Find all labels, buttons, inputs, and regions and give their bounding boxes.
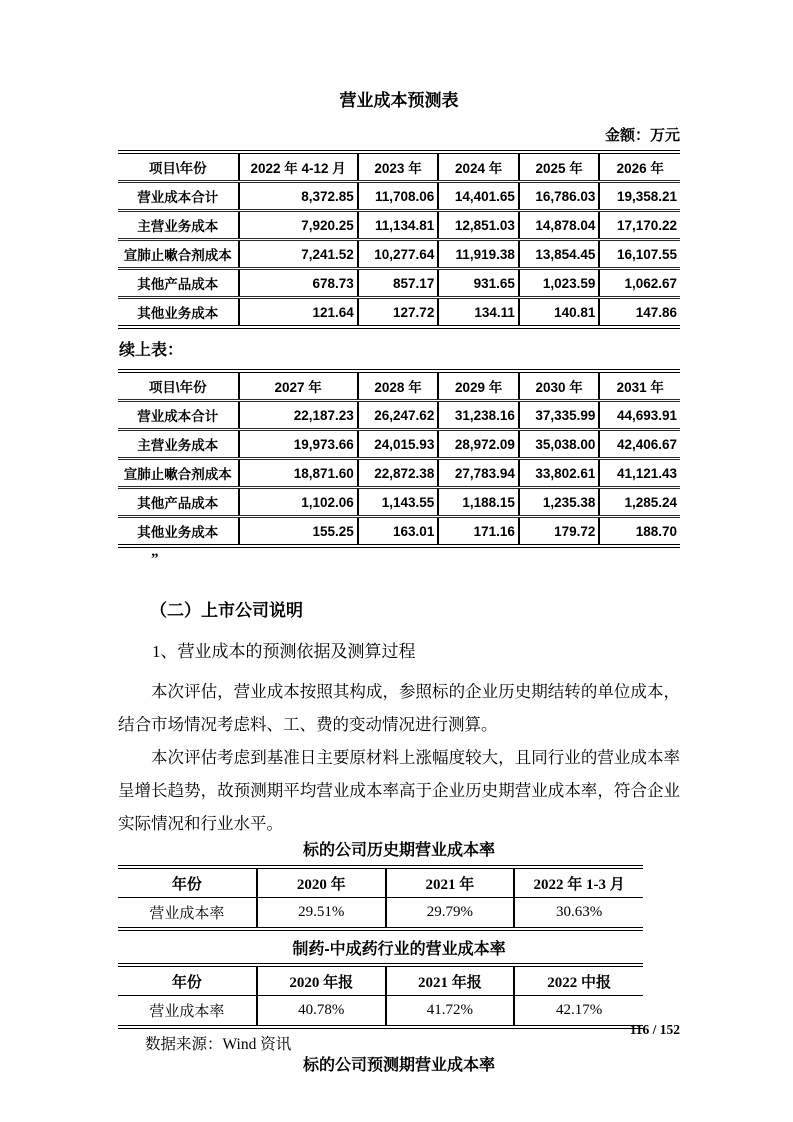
cell-value: 163.01 (358, 517, 439, 547)
row-label: 其他业务成本 (137, 525, 219, 540)
cell-value: 134.11 (438, 298, 519, 328)
cell-value: 1,023.59 (519, 269, 600, 298)
cell-value: 8,372.85 (239, 182, 358, 211)
cell-value: 14,401.65 (438, 182, 519, 211)
cell-value: 10,277.64 (358, 240, 439, 269)
table-row (118, 898, 643, 930)
cell-value: 7,920.25 (239, 211, 358, 240)
column-header: 2022 年 1-3 月 (514, 867, 643, 898)
cell-value: 42.17% (514, 996, 643, 1028)
cell-value: 19,358.21 (599, 182, 680, 211)
column-header: 2024 年 (438, 152, 519, 182)
cell-value: 857.17 (358, 269, 439, 298)
column-header: 2022 中报 (514, 965, 643, 996)
cell-value: 29.79% (386, 898, 515, 930)
closing-quote-mark: ” (151, 551, 159, 567)
cell-value: 19,973.66 (239, 430, 358, 459)
cell-value: 24,015.93 (358, 430, 439, 459)
column-header: 2026 年 (599, 152, 680, 182)
table-row (118, 430, 680, 459)
cell-value: 44,693.91 (599, 401, 680, 430)
cell-value: 188.70 (599, 517, 680, 547)
column-header: 2021 年报 (386, 965, 515, 996)
column-header: 2029 年 (438, 371, 519, 401)
cell-value: 12,851.03 (438, 211, 519, 240)
table-row (118, 488, 680, 517)
header-row (118, 371, 680, 401)
cell-value: 31,238.16 (438, 401, 519, 430)
column-header: 2021 年 (386, 867, 515, 898)
table-row (118, 211, 680, 240)
cell-value: 171.16 (438, 517, 519, 547)
table-row (118, 240, 680, 269)
column-header: 项目\年份 (148, 380, 207, 395)
cell-value: 18,871.60 (239, 459, 358, 488)
cell-value: 678.73 (239, 269, 358, 298)
cost-forecast-table-2 (118, 369, 680, 548)
cell-value: 1,188.15 (438, 488, 519, 517)
header-row (118, 867, 643, 898)
cell-value: 121.64 (239, 298, 358, 328)
table-row (118, 269, 680, 298)
cell-value: 1,143.55 (358, 488, 439, 517)
unit-note: 金额：万元 (604, 128, 680, 144)
row-label: 其他产品成本 (137, 496, 219, 511)
column-header: 2025 年 (519, 152, 600, 182)
column-header: 年份 (171, 974, 202, 991)
page-number: 116 / 152 (629, 1022, 680, 1037)
cell-value: 155.25 (239, 517, 358, 547)
row-label: 其他业务成本 (137, 306, 219, 321)
cell-value: 41,121.43 (599, 459, 680, 488)
table-row (118, 298, 680, 328)
cell-value: 1,285.24 (599, 488, 680, 517)
row-label: 营业成本率 (149, 906, 225, 922)
cell-value: 30.63% (514, 898, 643, 930)
column-header: 2023 年 (358, 152, 439, 182)
row-label: 营业成本率 (149, 1004, 225, 1020)
row-label: 其他产品成本 (137, 277, 219, 292)
cell-value: 29.51% (257, 898, 386, 930)
table-row (118, 401, 680, 430)
cell-value: 40.78% (257, 996, 386, 1028)
cell-value: 140.81 (519, 298, 600, 328)
cell-value: 42,406.67 (599, 430, 680, 459)
column-header: 年份 (171, 876, 202, 893)
table-row (118, 996, 643, 1028)
row-label: 宣肺止嗽合剂成本 (123, 467, 232, 482)
cell-value: 1,235.38 (519, 488, 600, 517)
cell-value: 37,335.99 (519, 401, 600, 430)
cell-value: 41.72% (386, 996, 515, 1028)
table1-title: 营业成本预测表 (339, 91, 459, 110)
paragraph-2: 本次评估考虑到基准日主要原材料上涨幅度较大，且同行业的营业成本率呈增长趋势，故预测期平均营业成本率高于企业历史期营业成本率，符合企业实际情况和行业水平。 (118, 748, 680, 833)
column-header: 2020 年 (257, 867, 386, 898)
cell-value: 14,878.04 (519, 211, 600, 240)
paragraph-1: 本次评估，营业成本按照其构成，参照标的企业历史期结转的单位成本，结合市场情况考虑料、工、费的变动情况进行测算。 (118, 682, 680, 734)
cell-value: 1,102.06 (239, 488, 358, 517)
table-row (118, 182, 680, 211)
cell-value: 13,854.45 (519, 240, 600, 269)
cell-value: 11,708.06 (358, 182, 439, 211)
cell-value: 11,134.81 (358, 211, 439, 240)
continued-table-label: 续上表： (119, 342, 184, 359)
column-header: 2031 年 (599, 371, 680, 401)
cell-value: 179.72 (519, 517, 600, 547)
row-label: 主营业务成本 (137, 219, 219, 234)
column-header: 2027 年 (239, 371, 358, 401)
cell-value: 27,783.94 (438, 459, 519, 488)
column-header: 项目\年份 (148, 161, 207, 176)
data-source-note: 数据来源：Wind 资讯 (145, 1036, 292, 1053)
cell-value: 17,170.22 (599, 211, 680, 240)
historical-rate-table-title: 标的公司历史期营业成本率 (302, 842, 495, 859)
cell-value: 16,786.03 (519, 182, 600, 211)
industry-rate-table (118, 963, 643, 1029)
cell-value: 147.86 (599, 298, 680, 328)
cell-value: 127.72 (358, 298, 439, 328)
cell-value: 33,802.61 (519, 459, 600, 488)
header-row (118, 152, 680, 182)
cell-value: 931.65 (438, 269, 519, 298)
forecast-rate-table-title: 标的公司预测期营业成本率 (302, 1057, 495, 1074)
row-label: 营业成本合计 (137, 190, 219, 205)
row-label: 宣肺止嗽合剂成本 (123, 248, 232, 263)
column-header: 2030 年 (519, 371, 600, 401)
cell-value: 7,241.52 (239, 240, 358, 269)
row-label: 主营业务成本 (137, 438, 219, 453)
cell-value: 35,038.00 (519, 430, 600, 459)
cost-forecast-table-1 (118, 150, 680, 329)
table-row (118, 517, 680, 547)
cell-value: 1,062.67 (599, 269, 680, 298)
cell-value: 16,107.55 (599, 240, 680, 269)
cell-value: 22,187.23 (239, 401, 358, 430)
table-row (118, 459, 680, 488)
cell-value: 22,872.38 (358, 459, 439, 488)
row-label: 营业成本合计 (137, 409, 219, 424)
historical-rate-table (118, 865, 643, 931)
header-row (118, 965, 643, 996)
cell-value: 11,919.38 (438, 240, 519, 269)
column-header: 2022 年 4-12 月 (239, 152, 358, 182)
item-heading: 1、营业成本的预测依据及测算过程 (152, 642, 416, 661)
column-header: 2020 年报 (257, 965, 386, 996)
cell-value: 26,247.62 (358, 401, 439, 430)
industry-rate-table-title: 制药-中成药行业的营业成本率 (292, 941, 506, 958)
column-header: 2028 年 (358, 371, 439, 401)
cell-value: 28,972.09 (438, 430, 519, 459)
section-heading: （二）上市公司说明 (150, 601, 303, 620)
